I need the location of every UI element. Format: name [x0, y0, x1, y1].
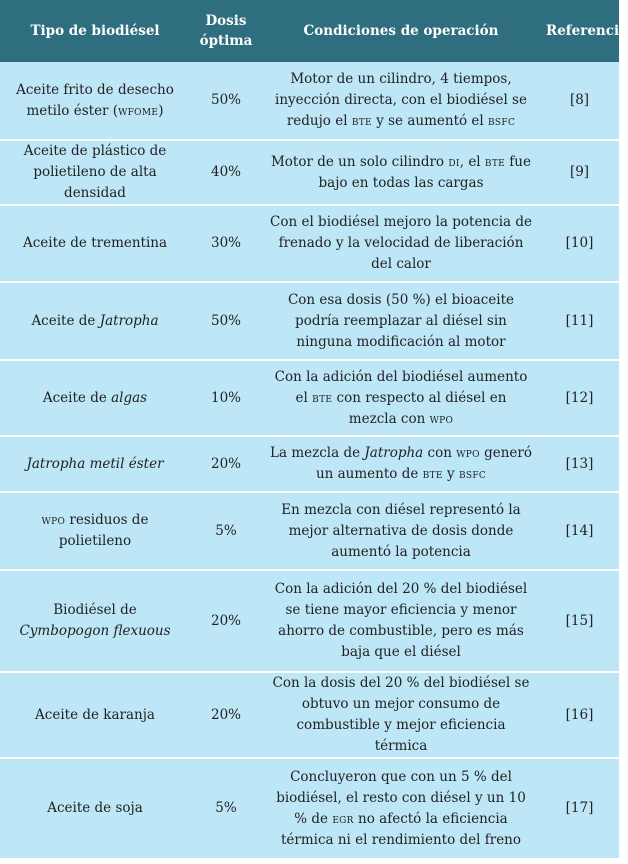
cell-conditions	[262, 436, 540, 492]
type-italic: Jatropha	[99, 312, 159, 329]
cond-text: , el	[459, 153, 485, 170]
cond-text: fue bajo en todas las cargas	[318, 153, 531, 191]
cond-text: Motor de un solo cilindro	[270, 153, 449, 170]
table-row	[0, 62, 619, 140]
cell-type: Aceite de karanja	[0, 672, 190, 758]
cond-text: y	[442, 466, 459, 482]
table-row	[0, 492, 619, 570]
table-row	[0, 758, 619, 858]
cell-reference: [15]	[540, 570, 619, 672]
table-header	[0, 0, 628, 62]
cell-dose: 5%	[215, 800, 237, 816]
header-row	[0, 0, 619, 62]
table-body	[0, 62, 619, 858]
cell-reference: [12]	[540, 360, 619, 436]
table-row	[0, 436, 619, 492]
cell-type	[0, 360, 190, 436]
table-row	[0, 282, 619, 360]
header-conditions: Condiciones de operación	[303, 23, 499, 39]
type-italic: Cymbopogon flexuous	[19, 623, 171, 639]
type-abbrev: wpo	[41, 512, 66, 528]
cond-text: y se aumentó el	[371, 113, 489, 129]
header-reference: Referencia	[546, 23, 628, 39]
cond-text: Con la adición del biodiésel aumento el	[274, 368, 528, 406]
cell-conditions: Con esa dosis (50 %) el bioaceite podría reemplazar al diésel sin ninguna modificación al motor	[262, 282, 540, 360]
cell-dose: 30%	[190, 205, 262, 282]
cell-reference: [14]	[540, 492, 619, 570]
cell-conditions: Con el biodiésel mejoro la potencia de frenado y la velocidad de liberación del calor	[262, 205, 540, 282]
cell-type	[0, 436, 190, 492]
cond-text: con	[423, 445, 457, 461]
table-row	[0, 672, 619, 758]
type-text: Biodiésel de	[53, 602, 137, 618]
cell-dose: 40%	[190, 140, 262, 205]
cond-abbrev: bte	[312, 389, 333, 406]
cell-dose: 5%	[190, 492, 262, 570]
cond-abbrev: egr	[332, 810, 354, 827]
cell-reference: [10]	[540, 205, 619, 282]
cell-reference: [16]	[540, 672, 619, 758]
cell-type	[0, 282, 190, 360]
type-text: Aceite de	[31, 312, 100, 329]
cell-type	[0, 570, 190, 672]
type-text: )	[158, 102, 164, 119]
cell-type: Aceite de plástico de polietileno de alta densidad	[0, 140, 190, 205]
type-text: residuos de polietileno	[58, 512, 149, 549]
header-type: Tipo de biodiésel	[30, 23, 160, 39]
cond-italic: Jatropha	[364, 445, 424, 461]
cell-dose: 20%	[190, 672, 262, 758]
table-row	[0, 570, 619, 672]
cell-dose: 20%	[190, 436, 262, 492]
cond-abbrev: bsfc	[488, 113, 516, 129]
cell-conditions: Con la adición del 20 % del biodiésel se tiene mayor eficiencia y menor ahorro de combustible, pero es más baja que el diésel	[262, 570, 540, 672]
cond-abbrev: wpo	[456, 445, 480, 461]
cond-text: con respecto al diésel en mezcla con	[332, 389, 507, 427]
cond-text: La mezcla de	[270, 445, 365, 461]
cell-conditions	[262, 62, 540, 140]
header-dose-line1: Dosis	[205, 13, 247, 29]
cell-dose: 20%	[190, 570, 262, 672]
cond-abbrev: bte	[351, 113, 372, 129]
table-row	[0, 205, 619, 282]
cell-type: Aceite de trementina	[0, 205, 190, 282]
cell-type	[0, 492, 190, 570]
type-italic: algas	[111, 389, 148, 406]
table-row	[0, 140, 619, 205]
cell-reference: [17]	[565, 800, 594, 816]
cond-text: generó un aumento de	[315, 445, 532, 482]
cell-reference: [8]	[540, 62, 619, 140]
cell-dose: 10%	[190, 360, 262, 436]
table-row	[0, 360, 619, 436]
cond-text: Concluyeron que con un 5 % del biodiésel, el resto con diésel y un 10 % de	[276, 768, 526, 827]
type-text: Aceite de	[42, 389, 112, 406]
type-text: Aceite frito de desecho metilo éster (	[16, 81, 174, 119]
cell-reference: [9]	[540, 140, 619, 205]
cell-reference: [13]	[540, 436, 619, 492]
cell-conditions	[262, 140, 540, 205]
cond-abbrev: di	[448, 153, 460, 170]
cond-abbrev: bte	[484, 153, 506, 170]
cell-reference: [11]	[540, 282, 619, 360]
type-italic: Jatropha metil éster	[26, 455, 164, 472]
cell-dose: 50%	[190, 282, 262, 360]
cell-type	[0, 62, 190, 140]
cond-text: no afectó la eficiencia térmica ni el rendimiento del freno	[280, 810, 522, 848]
header-dose	[190, 0, 262, 62]
cell-type: Aceite de soja	[47, 800, 143, 816]
type-abbrev: wfome	[118, 102, 159, 119]
cond-abbrev: wpo	[429, 410, 454, 427]
cell-conditions	[262, 758, 540, 858]
cond-abbrev: bte	[422, 466, 443, 482]
header-dose-line2: óptima	[199, 33, 253, 49]
cond-text: Motor de un cilindro, 4 tiempos, inyección directa, con el biodiésel se redujo el	[275, 71, 527, 129]
cond-abbrev: bsfc	[458, 466, 487, 482]
cell-dose: 50%	[190, 62, 262, 140]
cell-conditions	[262, 360, 540, 436]
cell-conditions: Con la dosis del 20 % del biodiésel se obtuvo un mejor consumo de combustible y mejor eficiencia térmica	[262, 672, 540, 758]
cell-conditions: En mezcla con diésel representó la mejor alternativa de dosis donde aumentó la potencia	[262, 492, 540, 570]
